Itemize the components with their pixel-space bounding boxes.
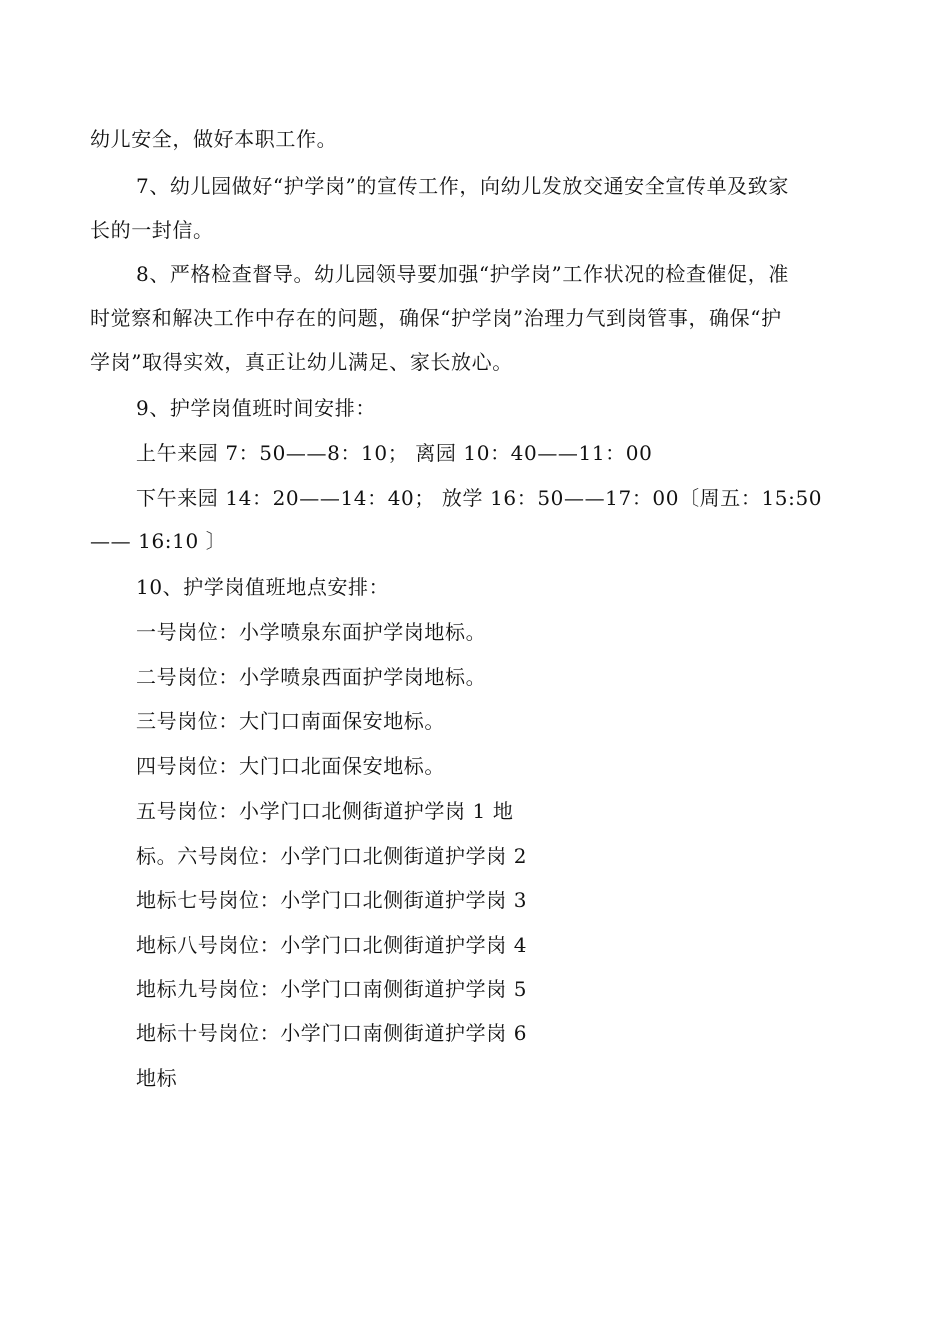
text-line: 标。六号岗位：小学门口北侧街道护学岗 2: [136, 844, 528, 868]
text-line: 一号岗位：小学喷泉东面护学岗地标。: [136, 620, 487, 644]
text-line: 9、护学岗值班时间安排：: [136, 396, 376, 420]
text-line: 地标: [136, 1066, 178, 1090]
text-line: 五号岗位：小学门口北侧街道护学岗 1 地: [136, 799, 514, 823]
text-line: 二号岗位：小学喷泉西面护学岗地标。: [136, 665, 487, 689]
text-line: 时觉察和解决工作中存在的问题，确保“护学岗”治理力气到岗管事，确保“护: [90, 306, 782, 330]
text-line: 四号岗位：大门口北面保安地标。: [136, 754, 445, 778]
text-line: 地标九号岗位：小学门口南侧街道护学岗 5: [136, 977, 528, 1001]
text-line: 学岗”取得实效，真正让幼儿满足、家长放心。: [90, 350, 513, 374]
text-line: 上午来园 7：50——8：10； 离园 10：40——11：00: [136, 441, 653, 465]
text-line: 三号岗位：大门口南面保安地标。: [136, 709, 445, 733]
text-line: 地标七号岗位：小学门口北侧街道护学岗 3: [136, 888, 528, 912]
text-line: 8、严格检查督导。幼儿园领导要加强“护学岗”工作状况的检查催促，准: [136, 262, 789, 286]
text-line: 幼儿安全，做好本职工作。: [90, 127, 338, 151]
text-line: 下午来园 14：20——14：40； 放学 16：50——17：00〔周五：15:50: [136, 486, 823, 510]
text-line: 地标十号岗位：小学门口南侧街道护学岗 6: [136, 1021, 528, 1045]
text-line: 地标八号岗位：小学门口北侧街道护学岗 4: [136, 933, 528, 957]
text-line: 长的一封信。: [90, 218, 214, 242]
text-line: 7、幼儿园做好“护学岗”的宣传工作，向幼儿发放交通安全宣传单及致家: [136, 174, 789, 198]
text-line: —— 16:10 〕: [90, 529, 227, 553]
text-line: 10、护学岗值班地点安排：: [136, 575, 390, 599]
